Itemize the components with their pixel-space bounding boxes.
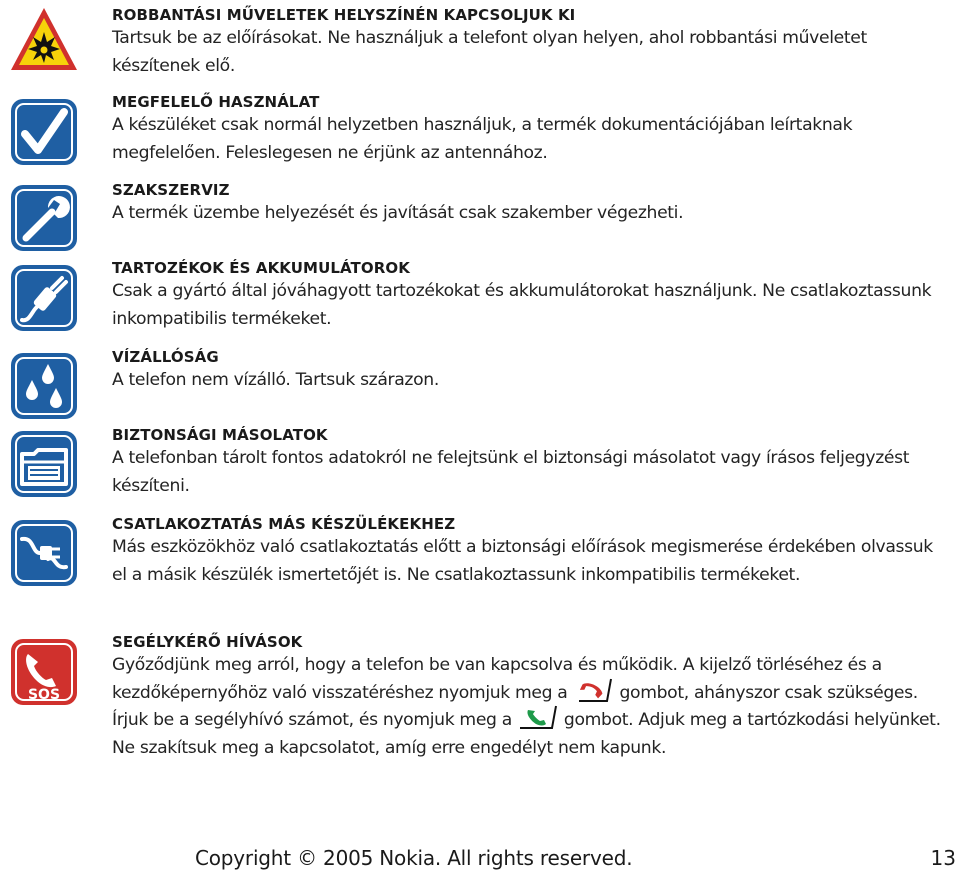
section-heading: BIZTONSÁGI MÁSOLATOK — [112, 426, 328, 444]
section-heading: MEGFELELŐ HASZNÁLAT — [112, 93, 320, 111]
section-text: A telefon nem vízálló. Tartsuk szárazon. — [112, 370, 439, 390]
section-text: Csak a gyártó által jóváhagyott tartozékokat és akkumulátorokat használjunk. Ne csatlakoztassunk inkompatibilis termékeket. — [112, 281, 932, 329]
section-service — [112, 180, 952, 228]
section-text-part: gombot, ahányszor csak szükséges. Írjuk be a segélyhívó számot, és nyomjuk meg a — [112, 682, 918, 730]
checkmark-icon — [8, 96, 80, 168]
call-key-icon — [516, 702, 560, 732]
section-text: A telefonban tárolt fontos adatokról ne felejtsünk el biztonsági másolatot vagy írásos feljegyzést készíteni. — [112, 448, 910, 496]
section-backups — [112, 425, 952, 500]
folder-backup-icon — [8, 428, 80, 500]
battery-connector-icon — [8, 262, 80, 334]
section-emergency-calls — [112, 632, 952, 762]
section-heading: SEGÉLYKÉRŐ HÍVÁSOK — [112, 633, 303, 651]
section-accessories — [112, 258, 952, 333]
section-text: Tartsuk be az előírásokat. Ne használjuk a telefont olyan helyen, ahol robbantási műveletet készítenek elő. — [112, 28, 867, 76]
end-call-key-icon — [571, 675, 615, 705]
section-proper-use — [112, 92, 952, 167]
section-text: A termék üzembe helyezését és javítását csak szakember végezheti. — [112, 203, 684, 223]
section-text: Más eszközökhöz való csatlakoztatás előtt a biztonsági előírások megismerése érdekében olvassuk el a másik készülék ismertetőjét is. Ne csatlakoztassunk inkompatibilis termékeket. — [112, 537, 933, 585]
section-text: A készüléket csak normál helyzetben használjuk, a termék dokumentációjában leírtaknak megfelelően. Feleslegesen ne érjünk az antennához. — [112, 115, 853, 163]
page-number: 13 — [930, 846, 956, 870]
section-heading: TARTOZÉKOK ÉS AKKUMULÁTOROK — [112, 259, 410, 277]
explosion-warning-icon — [8, 4, 80, 76]
section-heading: VÍZÁLLÓSÁG — [112, 348, 219, 366]
section-connecting-devices — [112, 514, 952, 589]
svg-text:SOS: SOS — [27, 687, 61, 703]
section-heading: ROBBANTÁSI MŰVELETEK HELYSZÍNÉN KAPCSOLJUK KI — [112, 6, 576, 24]
section-text — [112, 652, 952, 762]
copyright-footer: Copyright © 2005 Nokia. All rights reserved. — [195, 846, 633, 870]
section-text-part: gombot. Adjuk meg a tartózkodási helyünket. Ne szakítsuk meg a kapcsolatot, amíg erre engedélyt nem kapunk. — [112, 710, 941, 758]
section-heading: CSATLAKOZTATÁS MÁS KÉSZÜLÉKEKHEZ — [112, 515, 456, 533]
plug-connection-icon — [8, 517, 80, 589]
section-explosives — [112, 5, 952, 80]
section-text-part: Győződjünk meg arról, hogy a telefon be van kapcsolva és működik. A kijelző törléséhez és a kezdőképernyőhöz való visszatéréshez nyomjuk meg a — [112, 655, 882, 703]
section-heading: SZAKSZERVIZ — [112, 181, 230, 199]
water-drops-icon — [8, 350, 80, 422]
wrench-icon — [8, 182, 80, 254]
sos-phone-icon — [8, 636, 80, 708]
section-water-resistance — [112, 347, 952, 395]
